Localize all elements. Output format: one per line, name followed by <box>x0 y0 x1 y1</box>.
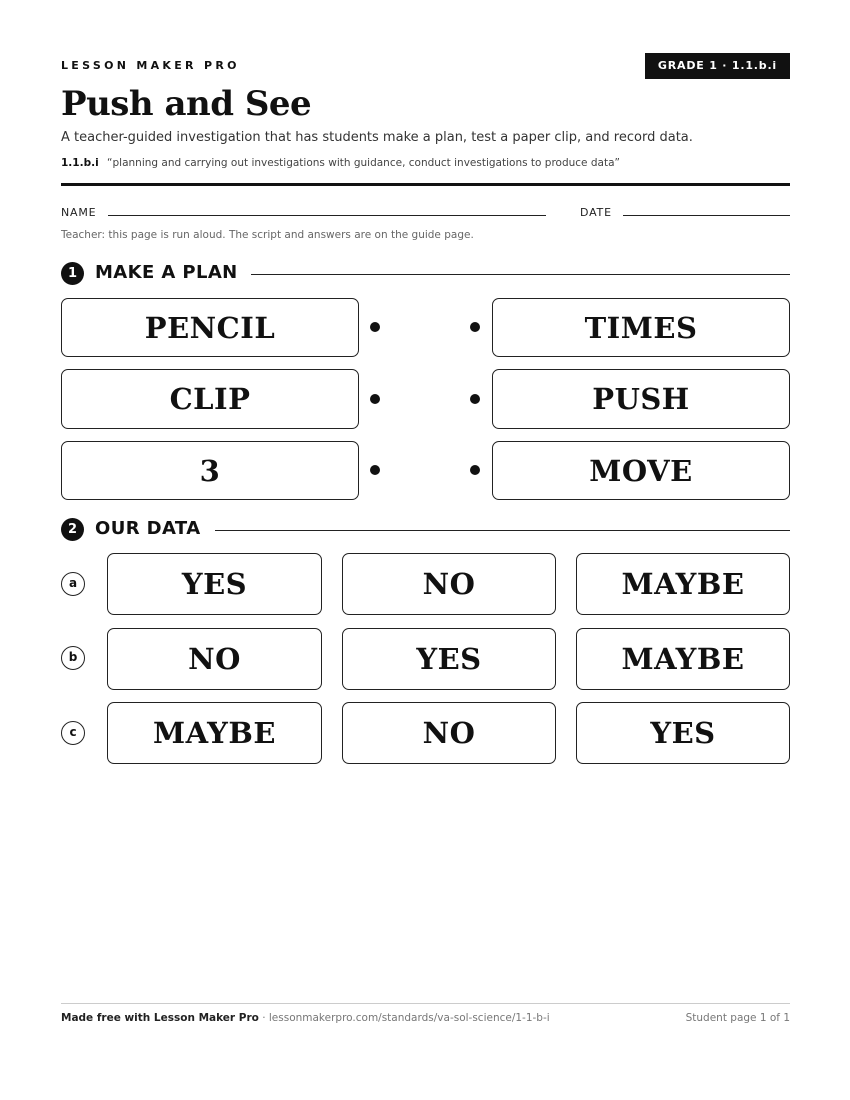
data-option-card[interactable]: MAYBE <box>107 702 322 764</box>
section-rule <box>251 274 790 275</box>
data-option-card[interactable]: MAYBE <box>576 628 790 690</box>
brand-name: LESSON MAKER PRO <box>61 59 240 72</box>
match-dot-right[interactable] <box>470 394 480 404</box>
section-make-a-plan-header <box>61 261 790 285</box>
data-option-card[interactable]: YES <box>107 553 322 615</box>
section-our-data-header <box>61 517 790 541</box>
section-number-badge: 1 <box>61 262 84 285</box>
data-option-card[interactable]: NO <box>342 702 556 764</box>
data-option-card[interactable]: YES <box>576 702 790 764</box>
data-option-card[interactable]: MAYBE <box>576 553 790 615</box>
footer-separator: · <box>258 1012 269 1024</box>
header-divider <box>61 183 790 186</box>
plan-left-card[interactable]: PENCIL <box>61 298 359 357</box>
match-dot-left[interactable] <box>370 465 380 475</box>
plan-left-card[interactable]: CLIP <box>61 369 359 429</box>
footer-made-with: Made free with Lesson Maker Pro <box>61 1012 259 1024</box>
match-dot-right[interactable] <box>470 465 480 475</box>
match-dot-left[interactable] <box>370 322 380 332</box>
standard-line <box>61 157 620 169</box>
data-option-card[interactable]: NO <box>342 553 556 615</box>
page-title: Push and See <box>61 84 312 124</box>
row-letter-badge: c <box>61 721 85 745</box>
page-subtitle: A teacher-guided investigation that has students make a plan, test a paper clip, and record data. <box>61 130 693 145</box>
match-dot-right[interactable] <box>470 322 480 332</box>
name-label: NAME <box>61 206 97 219</box>
data-option-card[interactable]: NO <box>107 628 322 690</box>
match-dot-left[interactable] <box>370 394 380 404</box>
row-letter-badge: a <box>61 572 85 596</box>
worksheet-page <box>61 0 790 1100</box>
standard-text: “planning and carrying out investigations with guidance, conduct investigations to produce data” <box>107 157 620 169</box>
row-letter-badge: b <box>61 646 85 670</box>
plan-right-card[interactable]: TIMES <box>492 298 790 357</box>
section-title: MAKE A PLAN <box>95 262 238 283</box>
date-label: DATE <box>580 206 612 219</box>
grade-badge: GRADE 1 · 1.1.b.i <box>645 53 790 79</box>
section-number-badge: 2 <box>61 518 84 541</box>
data-option-card[interactable]: YES <box>342 628 556 690</box>
plan-left-card[interactable]: 3 <box>61 441 359 500</box>
section-rule <box>215 530 790 531</box>
teacher-note: Teacher: this page is run aloud. The script and answers are on the guide page. <box>61 229 474 241</box>
footer-page-number: Student page 1 of 1 <box>685 1012 790 1024</box>
plan-right-card[interactable]: PUSH <box>492 369 790 429</box>
footer-url[interactable]: lessonmakerpro.com/standards/va-sol-science/1-1-b-i <box>268 1012 550 1024</box>
standard-code: 1.1.b.i <box>61 157 99 169</box>
footer-divider <box>61 1003 790 1004</box>
name-field[interactable] <box>108 215 546 216</box>
date-field[interactable] <box>623 215 790 216</box>
footer-credit <box>61 1012 550 1024</box>
section-title: OUR DATA <box>95 518 201 539</box>
plan-right-card[interactable]: MOVE <box>492 441 790 500</box>
